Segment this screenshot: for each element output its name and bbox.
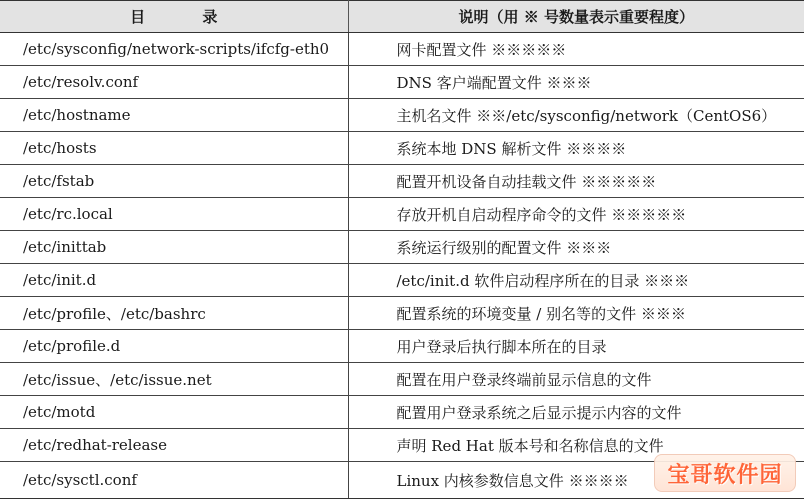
table-row bbox=[0, 231, 804, 264]
file-path-cell: /etc/sysctl.conf bbox=[0, 462, 348, 499]
description-column-header: 说明（用 ※ 号数量表示重要程度） bbox=[348, 1, 804, 33]
file-path-cell: /etc/rc.local bbox=[0, 198, 348, 231]
description-cell: 配置在用户登录终端前显示信息的文件 bbox=[348, 363, 804, 396]
table-row bbox=[0, 33, 804, 66]
file-path-cell: /etc/sysconfig/network-scripts/ifcfg-eth0 bbox=[0, 33, 348, 66]
file-path-cell: /etc/motd bbox=[0, 396, 348, 429]
watermark-logo bbox=[654, 454, 796, 492]
table-row bbox=[0, 396, 804, 429]
description-cell: Linux 内核参数信息文件 ※※※※ bbox=[348, 462, 804, 499]
file-path-cell: /etc/resolv.conf bbox=[0, 66, 348, 99]
file-path-cell: /etc/inittab bbox=[0, 231, 348, 264]
description-cell: DNS 客户端配置文件 ※※※ bbox=[348, 66, 804, 99]
table-header bbox=[0, 1, 804, 33]
file-path-cell: /etc/hostname bbox=[0, 99, 348, 132]
file-path-cell: /etc/profile、/etc/bashrc bbox=[0, 297, 348, 330]
table-row bbox=[0, 330, 804, 363]
description-cell: 配置系统的环境变量 / 别名等的文件 ※※※ bbox=[348, 297, 804, 330]
table-row bbox=[0, 363, 804, 396]
header-row bbox=[0, 1, 804, 33]
file-path-cell: /etc/init.d bbox=[0, 264, 348, 297]
table-row bbox=[0, 264, 804, 297]
description-cell: 用户登录后执行脚本所在的目录 bbox=[348, 330, 804, 363]
file-path-cell: /etc/profile.d bbox=[0, 330, 348, 363]
description-cell: 配置开机设备自动挂载文件 ※※※※※ bbox=[348, 165, 804, 198]
table-row bbox=[0, 297, 804, 330]
table-row bbox=[0, 99, 804, 132]
file-path-cell: /etc/fstab bbox=[0, 165, 348, 198]
file-path-cell: /etc/redhat-release bbox=[0, 429, 348, 462]
description-cell: 存放开机自启动程序命令的文件 ※※※※※ bbox=[348, 198, 804, 231]
description-cell: 配置用户登录系统之后显示提示内容的文件 bbox=[348, 396, 804, 429]
file-path-cell: /etc/hosts bbox=[0, 132, 348, 165]
description-cell: 网卡配置文件 ※※※※※ bbox=[348, 33, 804, 66]
file-path-cell: /etc/issue、/etc/issue.net bbox=[0, 363, 348, 396]
description-cell: /etc/init.d 软件启动程序所在的目录 ※※※ bbox=[348, 264, 804, 297]
table-row bbox=[0, 132, 804, 165]
table-row bbox=[0, 66, 804, 99]
description-cell: 声明 Red Hat 版本号和名称信息的文件 bbox=[348, 429, 804, 462]
directory-column-header: 目 录 bbox=[0, 1, 348, 33]
table-row bbox=[0, 198, 804, 231]
description-cell: 系统运行级别的配置文件 ※※※ bbox=[348, 231, 804, 264]
table-body bbox=[0, 33, 804, 499]
description-cell: 系统本地 DNS 解析文件 ※※※※ bbox=[348, 132, 804, 165]
description-cell: 主机名文件 ※※/etc/sysconfig/network（CentOS6） bbox=[348, 99, 804, 132]
table-row bbox=[0, 165, 804, 198]
watermark-text: 宝哥软件园 bbox=[667, 462, 783, 488]
